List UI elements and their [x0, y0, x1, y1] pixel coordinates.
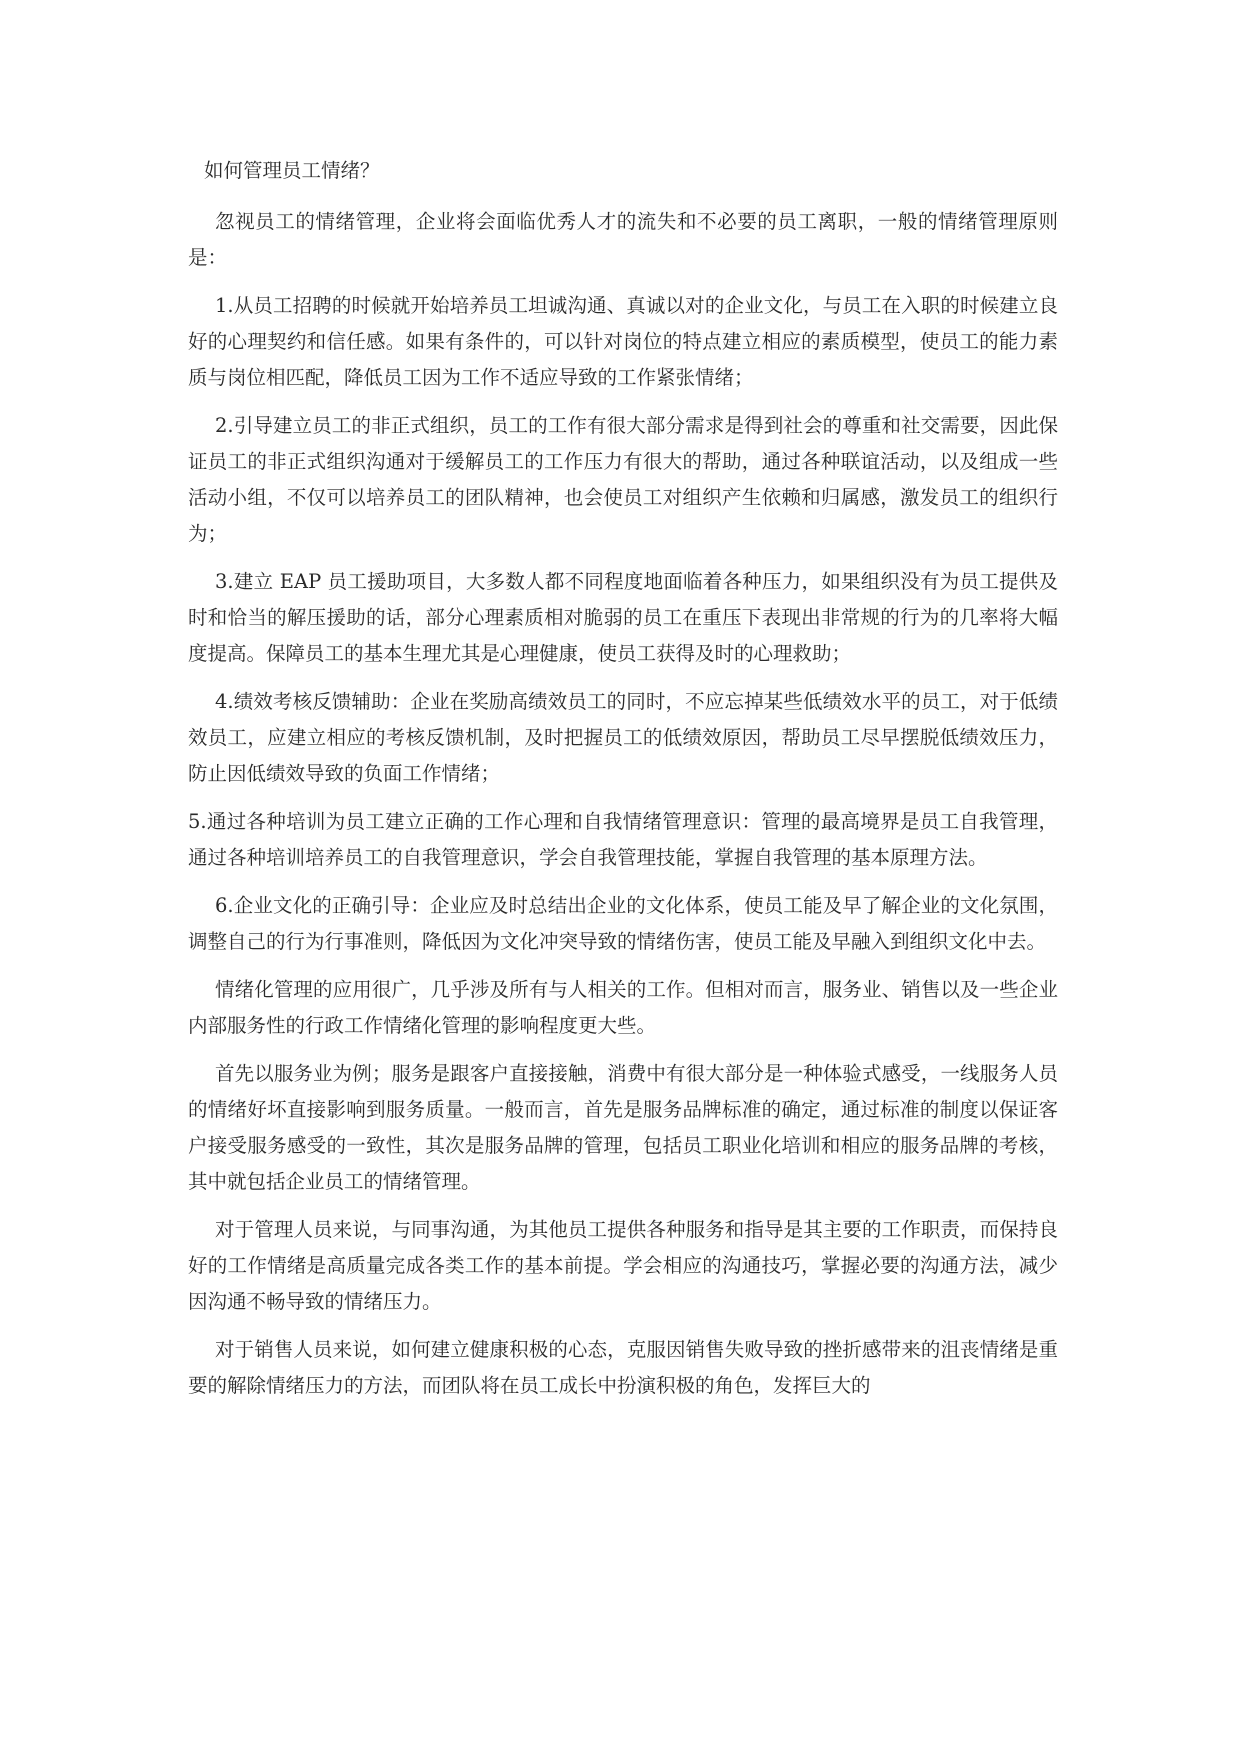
paragraph-principle-3: 3.建立 EAP 员工援助项目，大多数人都不同程度地面临着各种压力，如果组织没有为员工提供及时和恰当的解压援助的话，部分心理素质相对脆弱的员工在重压下表现出非常规的行为的几率将大幅度提高。保障员工的基本生理尤其是心理健康，使员工获得及时的心理救助； — [188, 570, 1058, 665]
paragraph-principle-5: 5.通过各种培训为员工建立正确的工作心理和自我情绪管理意识：管理的最高境界是员工自我管理，通过各种培训培养员工的自我管理意识，学会自我管理技能，掌握自我管理的基本原理方法。 — [188, 810, 1058, 869]
paragraph-principle-4: 4.绩效考核反馈辅助：企业在奖励高绩效员工的同时，不应忘掉某些低绩效水平的员工，对于低绩效员工，应建立相应的考核反馈机制，及时把握员工的低绩效原因，帮助员工尽早摆脱低绩效压力，防止因低绩效导致的负面工作情绪； — [188, 690, 1058, 785]
paragraph-sales: 对于销售人员来说，如何建立健康积极的心态，克服因销售失败导致的挫折感带来的沮丧情绪是重要的解除情绪压力的方法，而团队将在员工成长中扮演积极的角色，发挥巨大的 — [188, 1338, 1058, 1397]
paragraph-principle-2: 2.引导建立员工的非正式组织，员工的工作有很大部分需求是得到社会的尊重和社交需要，因此保证员工的非正式组织沟通对于缓解员工的工作压力有很大的帮助，通过各种联谊活动，以及组成一些活动小组，不仅可以培养员工的团队精神，也会使员工对组织产生依赖和归属感，激发员工的组织行为； — [188, 414, 1058, 545]
document-title: 如何管理员工情绪？ — [204, 159, 380, 182]
paragraph-principle-1: 1.从员工招聘的时候就开始培养员工坦诚沟通、真诚以对的企业文化，与员工在入职的时候建立良好的心理契约和信任感。如果有条件的，可以针对岗位的特点建立相应的素质模型，使员工的能力素质与岗位相匹配，降低员工因为工作不适应导致的工作紧张情绪； — [188, 294, 1058, 389]
paragraph-intro: 忽视员工的情绪管理，企业将会面临优秀人才的流失和不必要的员工离职，一般的情绪管理原则是： — [188, 210, 1058, 269]
paragraph-management: 对于管理人员来说，与同事沟通，为其他员工提供各种服务和指导是其主要的工作职责，而保持良好的工作情绪是高质量完成各类工作的基本前提。学会相应的沟通技巧，掌握必要的沟通方法，减少因沟通不畅导致的情绪压力。 — [188, 1218, 1058, 1313]
paragraph-application: 情绪化管理的应用很广，几乎涉及所有与人相关的工作。但相对而言，服务业、销售以及一些企业内部服务性的行政工作情绪化管理的影响程度更大些。 — [188, 978, 1058, 1037]
paragraph-service: 首先以服务业为例；服务是跟客户直接接触，消费中有很大部分是一种体验式感受，一线服务人员的情绪好坏直接影响到服务质量。一般而言，首先是服务品牌标准的确定，通过标准的制度以保证客户接受服务感受的一致性，其次是服务品牌的管理，包括员工职业化培训和相应的服务品牌的考核，其中就包括企业员工的情绪管理。 — [188, 1062, 1058, 1193]
paragraph-principle-6: 6.企业文化的正确引导：企业应及时总结出企业的文化体系，使员工能及早了解企业的文化氛围，调整自己的行为行事准则，降低因为文化冲突导致的情绪伤害，使员工能及早融入到组织文化中去。 — [188, 894, 1058, 953]
document-page — [188, 156, 1058, 1416]
